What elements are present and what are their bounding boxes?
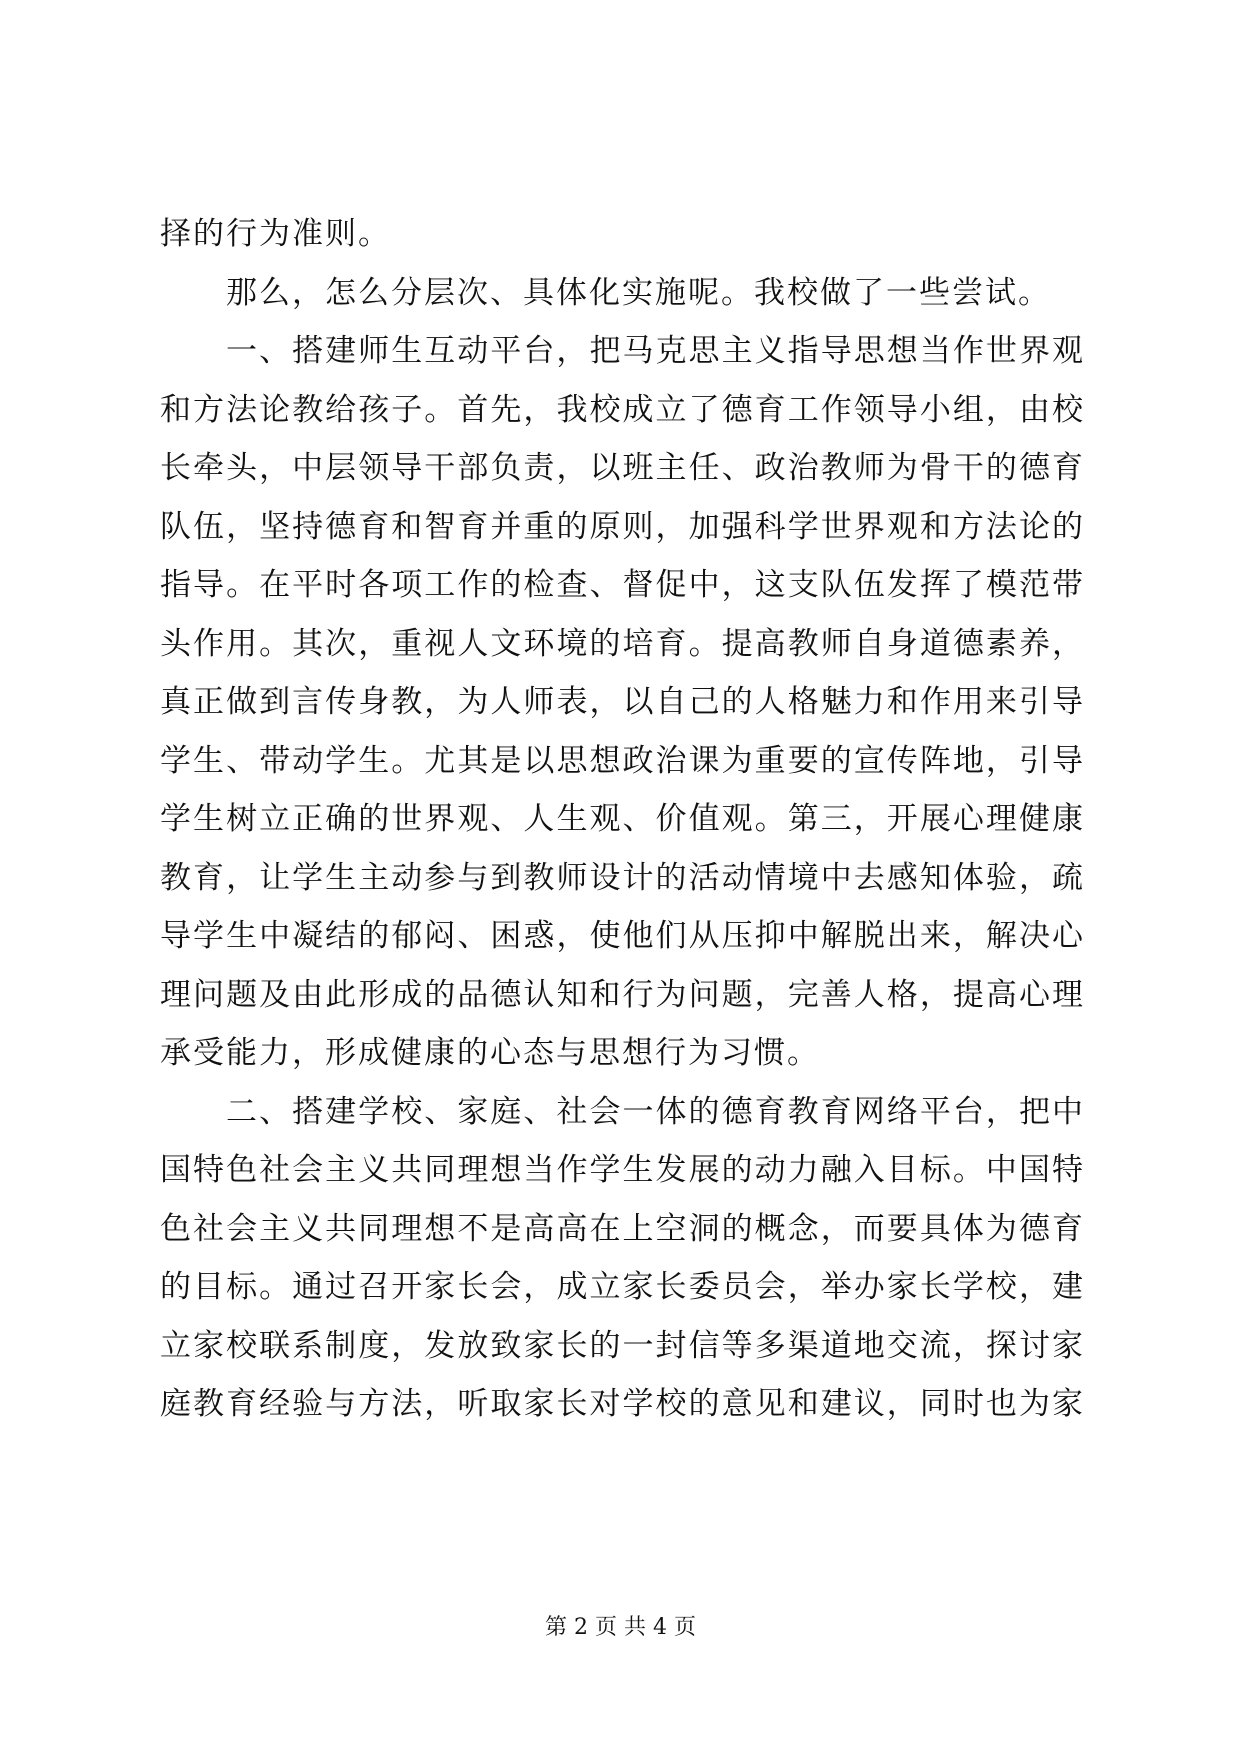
text-line: 的目标。通过召开家长会，成立家长委员会，举办家长学校，建	[160, 1269, 1085, 1305]
text-line: 国特色社会主义共同理想当作学生发展的动力融入目标。中国特	[160, 1152, 1085, 1188]
page-number-footer: 第 2 页 共 4 页	[545, 1615, 696, 1640]
text-line: 承受能力，形成健康的心态与思想行为习惯。	[160, 1035, 820, 1071]
text-line: 色社会主义共同理想不是高高在上空洞的概念，而要具体为德育	[160, 1210, 1085, 1247]
text-line: 头作用。其次，重视人文环境的培育。提高教师自身道德素养，	[160, 625, 1085, 662]
text-line: 择的行为准则。	[160, 216, 391, 252]
document-body	[160, 205, 1085, 1434]
text-line: 那么，怎么分层次、具体化实施呢。我校做了一些尝试。	[226, 274, 1051, 311]
text-line: 理问题及由此形成的品德认知和行为问题，完善人格，提高心理	[160, 976, 1085, 1013]
text-line: 队伍，坚持德育和智育并重的原则，加强科学世界观和方法论的	[160, 508, 1085, 545]
text-line: 真正做到言传身教，为人师表，以自己的人格魅力和作用来引导	[160, 684, 1085, 720]
text-line: 和方法论教给孩子。首先，我校成立了德育工作领导小组，由校	[160, 391, 1085, 428]
text-line: 一、搭建师生互动平台，把马克思主义指导思想当作世界观	[226, 333, 1085, 369]
text-line: 庭教育经验与方法，听取家长对学校的意见和建议，同时也为家	[160, 1386, 1085, 1422]
text-line: 教育，让学生主动参与到教师设计的活动情境中去感知体验，疏	[160, 859, 1085, 896]
text-line: 指导。在平时各项工作的检查、督促中，这支队伍发挥了模范带	[160, 567, 1085, 603]
text-line: 长牵头，中层领导干部负责，以班主任、政治教师为骨干的德育	[160, 450, 1085, 486]
text-line: 学生、带动学生。尤其是以思想政治课为重要的宣传阵地，引导	[160, 742, 1085, 779]
text-line: 立家校联系制度，发放致家长的一封信等多渠道地交流，探讨家	[160, 1327, 1085, 1364]
text-line: 二、搭建学校、家庭、社会一体的德育教育网络平台，把中	[226, 1093, 1085, 1130]
text-line: 导学生中凝结的郁闷、困惑，使他们从压抑中解脱出来，解决心	[160, 918, 1085, 954]
text-line: 学生树立正确的世界观、人生观、价值观。第三，开展心理健康	[160, 801, 1085, 837]
